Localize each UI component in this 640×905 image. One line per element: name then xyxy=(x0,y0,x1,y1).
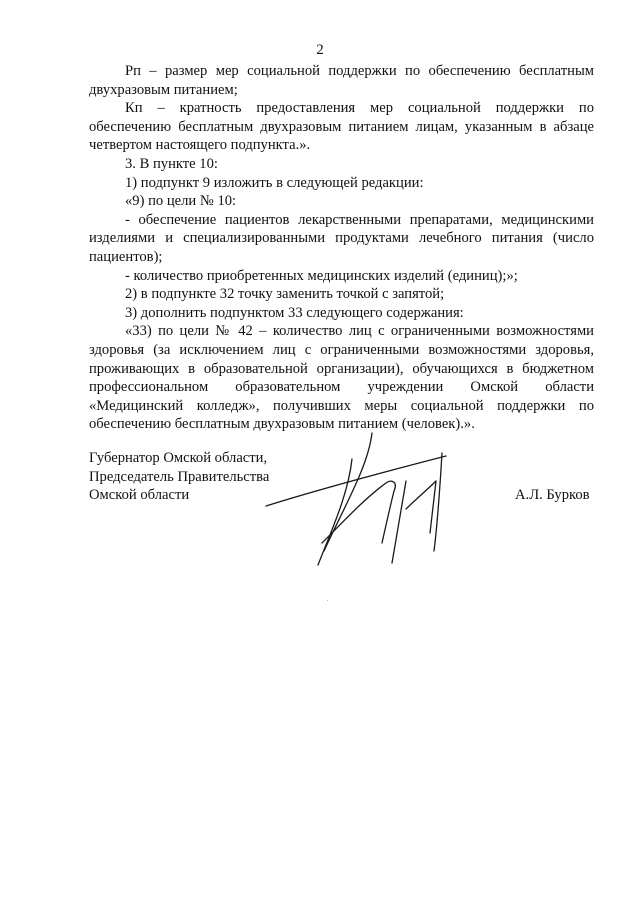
paragraph-kp-definition: Кп – кратность предоставления мер социальной поддержки по обеспечению бесплатным двухразовым питанием лицам, указанным в абзаце четвертом настоящего подпункта.». xyxy=(89,100,594,154)
paragraph-rp-definition: Рп – размер мер социальной поддержки по обеспечению бесплатным двухразовым питанием; xyxy=(89,63,594,98)
signatory-title-line: Омской области xyxy=(89,487,190,504)
paragraph-goal-10: «9) по цели № 10: xyxy=(125,193,237,210)
signatory-title xyxy=(89,449,269,505)
handwritten-signature xyxy=(260,425,510,575)
page-number: 2 xyxy=(316,42,324,58)
paragraph-item-3-heading: 3. В пункте 10: xyxy=(125,155,218,172)
paragraph-subitem-3: 3) дополнить подпунктом 33 следующего содержания: xyxy=(125,304,464,321)
scan-speck xyxy=(327,600,328,601)
paragraph-medical-devices-count: - количество приобретенных медицинских изделий (единиц);»; xyxy=(125,267,518,284)
signatory-title-line: Председатель Правительства xyxy=(89,468,270,485)
document-body xyxy=(89,62,594,434)
paragraph-patients-provision: - обеспечение пациентов лекарственными препаратами, медицинскими изделиями и специализированными продуктами лечебного питания (число пациентов); xyxy=(89,211,594,265)
signatory-title-line: Губернатор Омской области, xyxy=(89,450,268,466)
signatory-name: А.Л. Бурков xyxy=(515,487,590,503)
paragraph-subitem-1: 1) подпункт 9 изложить в следующей редакции: xyxy=(125,174,424,191)
paragraph-goal-42: «33) по цели № 42 – количество лиц с ограниченными возможностями здоровья (за исключением лиц с ограниченными возможностями здоровья, проживающих в образовательной организации), обучающихся в бюджетном профессиональном образовательном учреждении Омской области «Медицинский колледж», получивших меры социальной поддержки по обеспечению бесплатным двухразовым питанием (человек).». xyxy=(89,323,594,433)
paragraph-subitem-2: 2) в подпункте 32 точку заменить точкой с запятой; xyxy=(125,286,445,303)
